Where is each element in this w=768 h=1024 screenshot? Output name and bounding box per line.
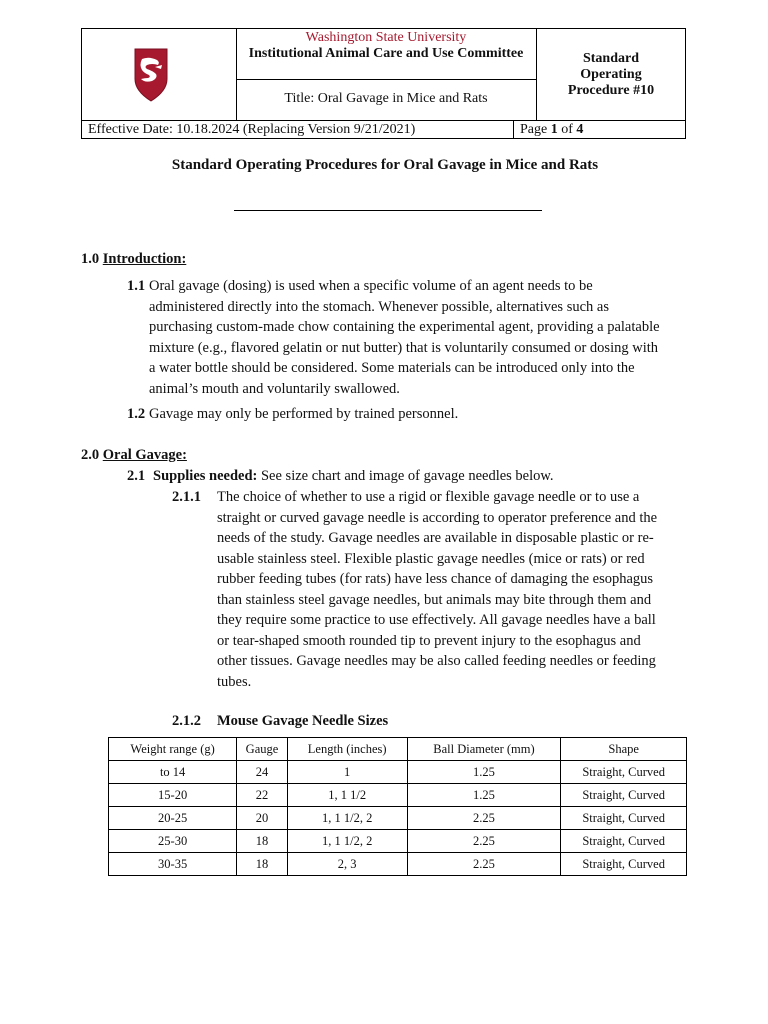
table-row: [109, 761, 687, 784]
item-2-1-1-text: [217, 487, 657, 692]
table-row: [109, 807, 687, 830]
supplies-label: Supplies needed:: [153, 468, 258, 484]
table-cell: 18: [237, 853, 288, 876]
text-line: administered directly into the stomach. Whenever possible, alternatives such as: [149, 298, 609, 315]
table-cell: 1: [287, 761, 407, 784]
table-cell: 22: [237, 784, 288, 807]
item-2-1-2-number: 2.1.2: [172, 713, 201, 729]
page-number: 1: [550, 122, 558, 137]
sop-id: Standard Operating Procedure #10: [567, 50, 655, 98]
sop-id-cell: [537, 29, 685, 120]
effective-date: Effective Date: 10.18.2024 (Replacing Version 9/21/2021): [88, 122, 416, 137]
text-line: a water bottle should be considered. Some materials can be introduced only into the: [149, 360, 635, 376]
table-cell: Straight, Curved: [561, 761, 687, 784]
section-title: Oral Gavage:: [102, 447, 187, 463]
text-line: rubber feeding tubes (for rats) have less chance of damaging the esophagus: [217, 571, 654, 587]
text-line: than stainless steel gavage needles, but animals may bite through them and: [217, 591, 652, 608]
table-cell: 20-25: [109, 807, 237, 830]
page-indicator: [520, 121, 583, 138]
table-cell: to 14: [109, 761, 237, 784]
item-1-2-text: Gavage may only be performed by trained personnel.: [149, 406, 459, 422]
item-2-1-text: [153, 466, 554, 487]
text-line: mixture (e.g., flavored gelatin or nut butter) that is voluntarily consumed or dosing with: [149, 339, 659, 356]
table-cell: 18: [237, 830, 288, 853]
cougar-shield-icon: [121, 29, 181, 109]
text-line: tubes.: [217, 673, 252, 690]
table-cell: 2, 3: [287, 853, 407, 876]
title-rule: [234, 210, 542, 211]
table-cell: 1.25: [407, 761, 561, 784]
text-line: animal’s mouth and voluntarily swallowed.: [149, 380, 400, 397]
column-header: Ball Diameter (mm): [407, 738, 561, 761]
table-cell: 2.25: [407, 807, 561, 830]
document-title: Standard Operating Procedures for Oral Gavage in Mice and Rats: [171, 157, 599, 173]
item-2-1-2-heading: Mouse Gavage Needle Sizes: [217, 713, 389, 729]
table-cell: 20: [237, 807, 288, 830]
table-cell: Straight, Curved: [561, 830, 687, 853]
item-2-1-number: 2.1: [127, 468, 146, 484]
text-line: or tear-shaped smooth rounded tip to prevent injury to the esophagus and: [217, 632, 641, 649]
title-row: [236, 80, 536, 120]
text-line: purchasing custom-made chow containing the experimental agent, providing a palatable: [149, 319, 660, 335]
sop-title: Title: Oral Gavage in Mice and Rats: [284, 91, 488, 106]
table-cell: Straight, Curved: [561, 807, 687, 830]
section-title: Introduction:: [102, 251, 187, 267]
divider: [513, 121, 514, 138]
table-cell: 1, 1 1/2, 2: [287, 807, 407, 830]
column-header: Weight range (g): [109, 738, 237, 761]
text-line: usable stainless steel. Flexible plastic gavage needles (mice or rats) or red: [217, 550, 645, 567]
text-line: needs of the study. Gavage needles are available in disposable plastic or re-: [217, 530, 654, 546]
section-2-heading: [81, 445, 187, 466]
text-line: straight or curved gavage needle is according to operator preference and the: [217, 509, 658, 526]
section-number: 1.0: [81, 251, 103, 267]
table-cell: 30-35: [109, 853, 237, 876]
table-row: [109, 830, 687, 853]
table-cell: 2.25: [407, 830, 561, 853]
table-cell: 25-30: [109, 830, 237, 853]
table-row: [109, 853, 687, 876]
table-cell: 1, 1 1/2: [287, 784, 407, 807]
table-cell: 24: [237, 761, 288, 784]
column-header: Shape: [561, 738, 687, 761]
text-line: they require some practice to use effectively. All gavage needles have a ball: [217, 612, 656, 628]
table-cell: 1, 1 1/2, 2: [287, 830, 407, 853]
table-cell: 2.25: [407, 853, 561, 876]
text-line: Oral gavage (dosing) is used when a specific volume of an agent needs to be: [149, 278, 593, 294]
table-cell: Straight, Curved: [561, 784, 687, 807]
item-2-1-1-number: 2.1.1: [172, 489, 201, 505]
column-header: Gauge: [237, 738, 288, 761]
table-cell: Straight, Curved: [561, 853, 687, 876]
text-line: The choice of whether to use a rigid or flexible gavage needle or to use a: [217, 489, 640, 505]
page-of: of: [557, 122, 577, 137]
text-line: other tissues. Gavage needles may be also called feeding needles or feeding: [217, 653, 656, 669]
table-cell: 1.25: [407, 784, 561, 807]
title-cell: [236, 29, 537, 120]
table-header-row: [109, 738, 687, 761]
item-1-2-number: 1.2: [127, 406, 146, 422]
section-number: 2.0: [81, 447, 103, 463]
mouse-gavage-needle-table: [108, 737, 687, 876]
item-1-1-text: [149, 276, 660, 399]
institution-block: [236, 29, 536, 80]
table-cell: 15-20: [109, 784, 237, 807]
page-prefix: Page: [520, 122, 551, 137]
table-row: [109, 784, 687, 807]
column-header: Length (inches): [287, 738, 407, 761]
item-1-1-number: 1.1: [127, 278, 146, 294]
committee-name: Institutional Animal Care and Use Committee: [248, 46, 524, 61]
supplies-text: See size chart and image of gavage needles below.: [257, 468, 554, 484]
wsu-logo: [121, 29, 181, 109]
section-1-heading: [81, 249, 186, 270]
effective-date-row: [81, 121, 686, 139]
page-total: 4: [576, 122, 584, 137]
university-name: Washington State University: [305, 30, 467, 45]
